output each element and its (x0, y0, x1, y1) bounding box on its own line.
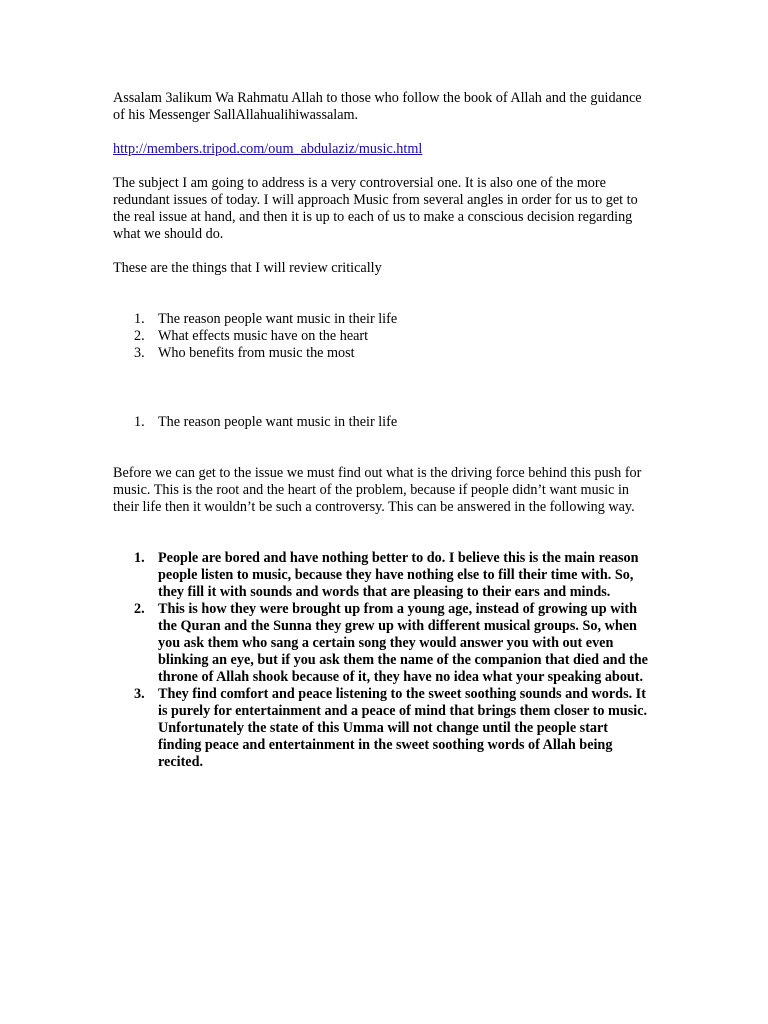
review-topics-list (113, 311, 653, 362)
document-page (113, 90, 653, 771)
section-heading-list (113, 414, 653, 431)
list-item-text: What effects music have on the heart (158, 328, 369, 344)
list-item (113, 311, 653, 328)
list-item (113, 550, 653, 601)
list-item-text: The reason people want music in their life (158, 311, 398, 327)
list-item-text: Who benefits from music the most (158, 345, 355, 361)
list-item-text: They find comfort and peace listening to the sweet soothing sounds and words. It is purely for entertainment and a peace of mind that brings them closer to music. Unfortunately the state of this Umma will not change until the people start finding peace and entertainment in the sweet soothing words of Allah being recited. (158, 686, 648, 770)
subject-paragraph: The subject I am going to address is a very controversial one. It is also one of the more redundant issues of today. I will approach Music from several angles in order for us to get to the real issue at hand, and then it is up to each of us to make a conscious decision regarding what we should do. (113, 175, 638, 242)
source-link-line (113, 141, 653, 158)
source-link[interactable]: http://members.tripod.com/oum_abdulaziz/music.html (113, 141, 423, 157)
review-intro-paragraph: These are the things that I will review critically (113, 260, 382, 276)
list-number: 2. (134, 328, 145, 344)
driving-force-paragraph: Before we can get to the issue we must find out what is the driving force behind this push for music. This is the root and the heart of the problem, because if people didn’t want music in their life then it wouldn’t be such a controversy. This can be answered in the following way. (113, 465, 642, 515)
list-item-text: This is how they were brought up from a young age, instead of growing up with the Quran and the Sunna they grew up with different musical groups. So, when you ask them who sang a certain song they would answer you with out even blinking an eye, but if you ask them the name of the companion that died and the throne of Allah shook because of it, they have no idea what your speaking about. (158, 601, 648, 685)
section-heading (113, 414, 653, 431)
list-item (113, 328, 653, 345)
list-number: 3. (134, 345, 145, 361)
list-item (113, 601, 653, 686)
list-number: 3. (134, 686, 145, 702)
list-item (113, 686, 653, 771)
section-title: The reason people want music in their life (158, 414, 398, 430)
section-number: 1. (134, 414, 145, 430)
list-number: 1. (134, 311, 145, 327)
list-number: 2. (134, 601, 145, 617)
greeting-paragraph: Assalam 3alikum Wa Rahmatu Allah to those who follow the book of Allah and the guidance of his Messenger SallAllahualihiwassalam. (113, 90, 642, 123)
reasons-list (113, 550, 653, 771)
list-item (113, 345, 653, 362)
list-item-text: People are bored and have nothing better to do. I believe this is the main reason people listen to music, because they have nothing else to fill their time with. So, they fill it with sounds and words that are pleasing to their ears and minds. (158, 550, 639, 600)
list-number: 1. (134, 550, 145, 566)
